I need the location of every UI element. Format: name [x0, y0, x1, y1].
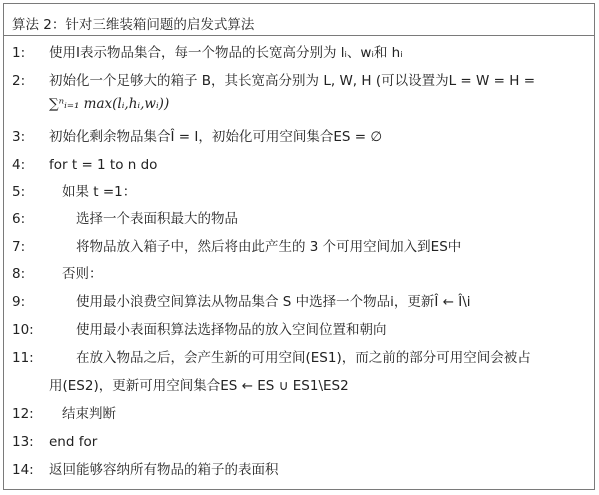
line-number: 12:: [12, 406, 34, 422]
line-text: 如果 t =1：: [62, 184, 137, 200]
line-text: 使用最小表面积算法选择物品的放入空间位置和朝向: [76, 322, 387, 338]
line-text: 返回能够容纳所有物品的箱子的表面积: [49, 462, 279, 478]
line-number: 7:: [12, 239, 26, 255]
line-number: 10:: [12, 322, 34, 338]
line-text: 初始化剩余物品集合Î = I，初始化可用空间集合ES = ∅: [49, 129, 383, 145]
line-text: 将物品放入箱子中，然后将由此产生的 3 个可用空间加入到ES中: [76, 239, 462, 255]
line-text: 结束判断: [62, 406, 116, 422]
line-text: 使用I表示物品集合，每一个物品的长宽高分别为 lᵢ、wᵢ和 hᵢ: [49, 45, 403, 61]
line-text: 否则：: [62, 266, 103, 282]
line-text: 用(ES2)，更新可用空间集合ES ← ES ∪ ES1\ES2: [49, 378, 349, 394]
title-divider: [4, 35, 594, 36]
algorithm-box: [3, 3, 595, 490]
line-number: 11:: [12, 350, 34, 366]
line-text: 选择一个表面积最大的物品: [76, 211, 238, 227]
line-text: ∑ⁿᵢ₌₁ max(lᵢ,hᵢ,wᵢ)): [49, 96, 170, 112]
line-number: 8:: [12, 266, 26, 282]
line-number: 6:: [12, 211, 26, 227]
line-number: 14:: [12, 462, 34, 478]
line-text: 在放入物品之后，会产生新的可用空间(ES1)，而之前的部分可用空间会被占: [76, 350, 531, 366]
line-text: 初始化一个足够大的箱子 B，其长宽高分别为 L, W, H (可以设置为L = W = H =: [49, 73, 535, 89]
line-number: 1:: [12, 45, 26, 61]
line-number: 5:: [12, 184, 26, 200]
line-number: 9:: [12, 294, 26, 310]
line-number: 2:: [12, 73, 26, 89]
line-text: 使用最小浪费空间算法从物品集合 S 中选择一个物品i，更新Î ← Î\i: [76, 294, 471, 310]
algorithm-title: 算法 2：针对三维装箱问题的启发式算法: [12, 17, 255, 33]
line-number: 3:: [12, 129, 26, 145]
line-number: 4:: [12, 157, 26, 173]
line-number: 13:: [12, 434, 34, 450]
line-text: end for: [49, 434, 98, 450]
line-text: for t = 1 to n do: [49, 157, 158, 173]
